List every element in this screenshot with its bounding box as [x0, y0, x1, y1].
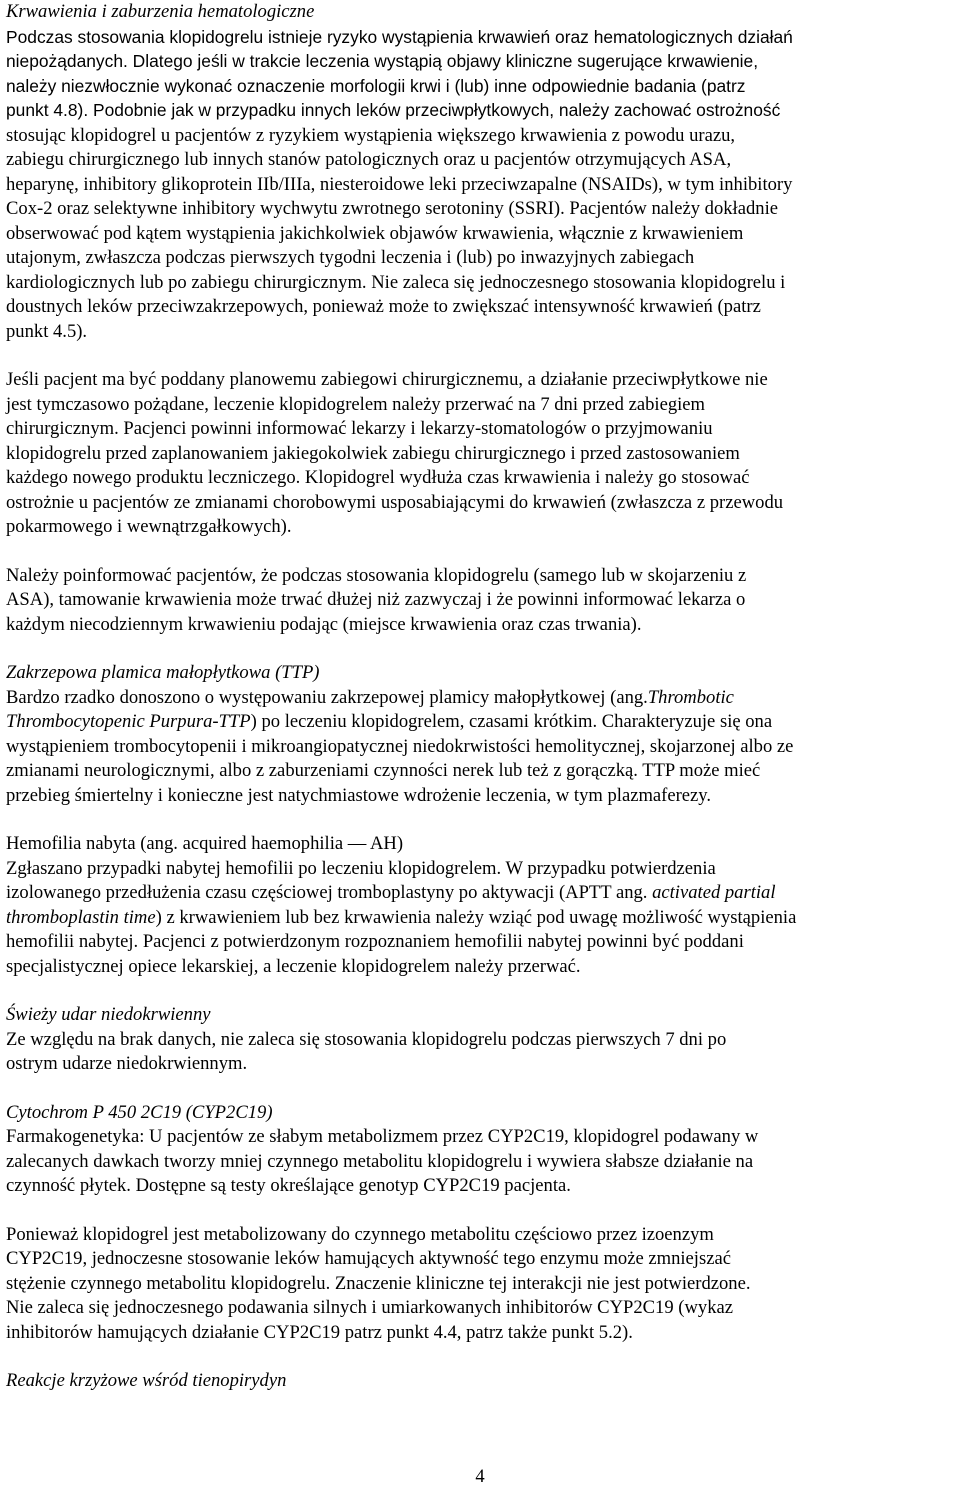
paragraph-spacer — [6, 1077, 958, 1101]
section-heading-hemophilia: Hemofilia nabyta (ang. acquired haemophilia — AH) — [6, 833, 404, 854]
paragraph-spacer — [6, 344, 958, 368]
paragraph-line — [6, 881, 958, 906]
paragraph-line: punkt 4.5). — [6, 320, 88, 342]
section-heading-bleeding: Krwawienia i zaburzenia hematologiczne — [6, 1, 315, 22]
paragraph-line: Podczas stosowania klopidogrelu istnieje ryzyko wystąpienia krwawień oraz hematologicznych działań — [6, 26, 793, 47]
paragraph-line: stosując klopidogrel u pacjentów z ryzykiem wystąpienia większego krwawienia z powodu urazu, — [6, 124, 736, 146]
paragraph-line: wystąpieniem trombocytopenii i mikroangiopatycznej niedokrwistości hemolitycznej, skojarzonej albo ze — [6, 735, 794, 757]
page-number: 4 — [475, 1466, 485, 1487]
paragraph-line: inhibitorów hamujących działanie CYP2C19 patrz punkt 4.4, patrz także punkt 5.2). — [6, 1321, 633, 1343]
paragraph-line: doustnych leków przeciwzakrzepowych, ponieważ może to zwiększać intensywność krwawień (patrz — [6, 296, 761, 317]
paragraph-line: pokarmowego i wewnątrzgałkowych). — [6, 516, 292, 537]
paragraph-line: Należy poinformować pacjentów, że podczas stosowania klopidogrelu (samego lub w skojarzeniu z — [6, 564, 747, 586]
paragraph-line: każdym niecodziennym krwawieniu podając (miejsce krwawienia oraz czas trwania). — [6, 613, 642, 635]
text-run-italic: Thrombocytopenic Purpura-TTP — [6, 711, 251, 732]
paragraph-line: obserwować pod kątem wystąpienia jakichkolwiek objawów krwawienia, włącznie z krwawieniem — [6, 222, 744, 244]
paragraph-line: Farmakogenetyka: U pacjentów ze słabym metabolizmem przez CYP2C19, klopidogrel podawany w — [6, 1126, 759, 1147]
paragraph-line: zabiegu chirurgicznego lub innych stanów patologicznych oraz u pacjentów otrzymujących ASA, — [6, 149, 732, 170]
text-run: punkt 4.8). — [6, 100, 94, 120]
paragraph-line: każdego nowego produktu leczniczego. Klopidogrel wydłuża czas krwawienia i należy go stosować — [6, 467, 750, 488]
paragraph-line — [6, 98, 958, 124]
paragraph-line: ASA), tamowanie krwawienia może trwać dłużej niż zazwyczaj i że powinni informować lekarza o — [6, 589, 746, 610]
paragraph-line: utajonym, zwłaszcza podczas pierwszych tygodni leczenia i (lub) po inwazyjnych zabiegach — [6, 247, 695, 268]
paragraph-line: Ze względu na brak danych, nie zaleca się stosowania klopidogrelu podczas pierwszych 7 dni po — [6, 1028, 727, 1050]
text-run-italic: Thrombotic — [647, 686, 734, 708]
paragraph-line: Zgłaszano przypadki nabytej hemofilii po leczeniu klopidogrelem. W przypadku potwierdzenia — [6, 857, 716, 879]
paragraph-line: kardiologicznych lub po zabiegu chirurgicznym. Nie zaleca się jednoczesnego stosowania klopidogrelu i — [6, 271, 786, 293]
paragraph-line: stężenie czynnego metabolitu klopidogrelu. Znaczenie kliniczne tej interakcji nie jest potwierdzone. — [6, 1272, 751, 1294]
section-heading-cross-reactions: Reakcje krzyżowe wśród tienopirydyn — [6, 1370, 287, 1391]
paragraph-line: niepożądanych. Dlatego jeśli w trakcie leczenia wystąpią objawy kliniczne sugerujące krwawienie, — [6, 51, 759, 71]
text-run-italic: activated partial — [652, 882, 776, 903]
paragraph-line: ostrożnie u pacjentów ze zmianami chorobowymi usposabiającymi do krwawień (zwłaszcza z przewodu — [6, 491, 784, 513]
paragraph-line — [6, 686, 958, 711]
text-run: izolowanego przedłużenia czasu częściowej tromboplastyny po aktywacji (APTT ang. — [6, 882, 653, 903]
paragraph-line: Jeśli pacjent ma być poddany planowemu zabiegowi chirurgicznemu, a działanie przeciwpłytkowe nie — [6, 369, 768, 390]
paragraph-line: przebieg śmiertelny i konieczne jest natychmiastowe wdrożenie leczenia, w tym plazmaferezy. — [6, 784, 712, 806]
document-page — [6, 0, 958, 1394]
paragraph-line: hemofilii nabytej. Pacjenci z potwierdzonym rozpoznaniem hemofilii nabytej powinni być poddani — [6, 931, 744, 952]
text-run: ) z krwawieniem lub bez krwawienia należy wziąć pod uwagę możliwość wystąpienia — [155, 906, 797, 928]
paragraph-line: Ponieważ klopidogrel jest metabolizowany do czynnego metabolitu częściowo przez izoenzym — [6, 1223, 714, 1245]
paragraph-line: heparynę, inhibitory glikoprotein IIb/IIIa, niesteroidowe leki przeciwzapalne (NSAIDs), w tym inhibitory — [6, 173, 793, 195]
paragraph-line: klopidogrelu przed zaplanowaniem jakiegokolwiek zabiegu chirurgicznego i przed zastosowaniem — [6, 442, 740, 464]
paragraph-line: jest tymczasowo pożądane, leczenie klopidogrelem należy przerwać na 7 dni przed zabiegiem — [6, 393, 706, 415]
paragraph-line — [6, 710, 958, 735]
paragraph-line: CYP2C19, jednoczesne stosowanie leków hamujących aktywność tego enzymu może zmniejszać — [6, 1248, 731, 1269]
text-run: ) po leczeniu klopidogrelem, czasami krótkim. Charakteryzuje się ona — [250, 711, 773, 732]
paragraph-line: ostrym udarze niedokrwiennym. — [6, 1053, 248, 1074]
paragraph-line: należy niezwłocznie wykonać oznaczenie morfologii krwi i (lub) inne odpowiednie badania (patrz — [6, 75, 746, 96]
text-run-italic: thromboplastin time — [6, 906, 156, 928]
paragraph-line: specjalistycznej opiece lekarskiej, a leczenie klopidogrelem należy przerwać. — [6, 955, 581, 977]
paragraph-spacer — [6, 1345, 958, 1369]
section-heading-cyp2c19: Cytochrom P 450 2C19 (CYP2C19) — [6, 1101, 273, 1123]
text-run: Podobnie jak w przypadku innych leków przeciwpłytkowych, należy zachować ostrożność — [93, 100, 781, 120]
paragraph-spacer — [6, 979, 958, 1003]
paragraph-line — [6, 906, 958, 931]
paragraph-line: chirurgicznym. Pacjenci powinni informować lekarzy i lekarzy-stomatologów o przyjmowaniu — [6, 418, 713, 439]
section-heading-ttp: Zakrzepowa plamica małopłytkowa (TTP) — [6, 662, 320, 683]
paragraph-spacer — [6, 808, 958, 832]
paragraph-line: Nie zaleca się jednoczesnego podawania silnych i umiarkowanych inhibitorów CYP2C19 (wykaz — [6, 1297, 734, 1318]
paragraph-spacer — [6, 1199, 958, 1223]
paragraph-line: zalecanych dawkach tworzy mniej czynnego metabolitu klopidogrelu i wywiera słabsze działanie na — [6, 1150, 754, 1172]
text-run: Bardzo rzadko donoszono o występowaniu zakrzepowej plamicy małopłytkowej (ang. — [6, 686, 648, 708]
paragraph-line: Cox-2 oraz selektywne inhibitory wychwytu zwrotnego serotoniny (SSRI). Pacjentów należy dokładnie — [6, 198, 778, 219]
section-heading-stroke: Świeży udar niedokrwienny — [6, 1004, 211, 1025]
paragraph-line: czynność płytek. Dostępne są testy określające genotyp CYP2C19 pacjenta. — [6, 1175, 571, 1196]
paragraph-spacer — [6, 540, 958, 564]
paragraph-spacer — [6, 637, 958, 661]
paragraph-line: zmianami neurologicznymi, albo z zaburzeniami czynności nerek lub też z gorączką. TTP może mieć — [6, 760, 761, 781]
